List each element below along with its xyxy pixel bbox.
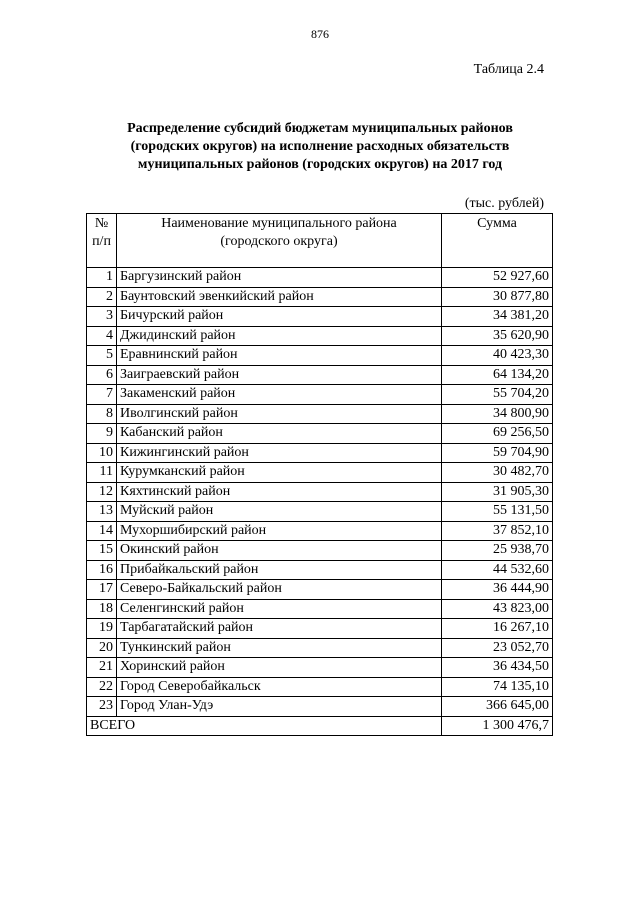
row-name: Прибайкальский район bbox=[117, 560, 442, 580]
row-sum: 366 645,00 bbox=[442, 697, 553, 717]
header-sum: Сумма bbox=[442, 214, 553, 268]
row-name: Окинский район bbox=[117, 541, 442, 561]
row-name: Хоринский район bbox=[117, 658, 442, 678]
row-sum: 30 482,70 bbox=[442, 463, 553, 483]
row-number: 15 bbox=[87, 541, 117, 561]
table-row bbox=[87, 287, 553, 307]
row-number: 2 bbox=[87, 287, 117, 307]
header-name-line2: (городского округа) bbox=[220, 234, 338, 249]
row-name: Северо-Байкальский район bbox=[117, 580, 442, 600]
row-name: Кижингинский район bbox=[117, 443, 442, 463]
table-label: Таблица 2.4 bbox=[473, 62, 544, 77]
row-number: 23 bbox=[87, 697, 117, 717]
table-row bbox=[87, 404, 553, 424]
row-name: Еравнинский район bbox=[117, 346, 442, 366]
row-name: Кабанский район bbox=[117, 424, 442, 444]
title-line: Распределение субсидий бюджетам муниципальных районов bbox=[127, 121, 513, 136]
table-row bbox=[87, 346, 553, 366]
table-row bbox=[87, 365, 553, 385]
row-sum: 36 444,90 bbox=[442, 580, 553, 600]
total-sum: 1 300 476,7 bbox=[442, 716, 553, 736]
row-number: 18 bbox=[87, 599, 117, 619]
units-label: (тыс. рублей) bbox=[464, 196, 544, 211]
table-row bbox=[87, 541, 553, 561]
row-name: Муйский район bbox=[117, 502, 442, 522]
header-name-line1: Наименование муниципального района bbox=[161, 216, 397, 231]
row-number: 17 bbox=[87, 580, 117, 600]
subsidy-table bbox=[86, 213, 553, 736]
row-number: 3 bbox=[87, 307, 117, 327]
row-number: 12 bbox=[87, 482, 117, 502]
table-row bbox=[87, 638, 553, 658]
row-name: Закаменский район bbox=[117, 385, 442, 405]
row-sum: 25 938,70 bbox=[442, 541, 553, 561]
row-sum: 35 620,90 bbox=[442, 326, 553, 346]
row-name: Тарбагатайский район bbox=[117, 619, 442, 639]
row-name: Город Северобайкальск bbox=[117, 677, 442, 697]
document-title bbox=[80, 120, 560, 174]
row-sum: 55 131,50 bbox=[442, 502, 553, 522]
table-body bbox=[87, 268, 553, 717]
row-number: 20 bbox=[87, 638, 117, 658]
table-row bbox=[87, 658, 553, 678]
table-row bbox=[87, 619, 553, 639]
row-number: 4 bbox=[87, 326, 117, 346]
row-sum: 55 704,20 bbox=[442, 385, 553, 405]
row-sum: 59 704,90 bbox=[442, 443, 553, 463]
row-name: Кяхтинский район bbox=[117, 482, 442, 502]
table-row bbox=[87, 677, 553, 697]
row-sum: 34 381,20 bbox=[442, 307, 553, 327]
table-row bbox=[87, 697, 553, 717]
header-number-line1: № bbox=[94, 216, 109, 231]
row-sum: 16 267,10 bbox=[442, 619, 553, 639]
row-number: 5 bbox=[87, 346, 117, 366]
row-sum: 34 800,90 bbox=[442, 404, 553, 424]
row-number: 19 bbox=[87, 619, 117, 639]
table-row bbox=[87, 502, 553, 522]
row-name: Бичурский район bbox=[117, 307, 442, 327]
row-number: 11 bbox=[87, 463, 117, 483]
row-number: 7 bbox=[87, 385, 117, 405]
row-number: 8 bbox=[87, 404, 117, 424]
table-row bbox=[87, 580, 553, 600]
table-row bbox=[87, 385, 553, 405]
row-number: 21 bbox=[87, 658, 117, 678]
row-name: Джидинский район bbox=[117, 326, 442, 346]
row-sum: 40 423,30 bbox=[442, 346, 553, 366]
row-number: 22 bbox=[87, 677, 117, 697]
table-row bbox=[87, 268, 553, 288]
row-sum: 52 927,60 bbox=[442, 268, 553, 288]
table-row bbox=[87, 463, 553, 483]
table-row bbox=[87, 560, 553, 580]
row-name: Мухоршибирский район bbox=[117, 521, 442, 541]
row-sum: 74 135,10 bbox=[442, 677, 553, 697]
total-label: ВСЕГО bbox=[87, 716, 442, 736]
table-row bbox=[87, 521, 553, 541]
table-row bbox=[87, 599, 553, 619]
row-number: 14 bbox=[87, 521, 117, 541]
row-name: Заиграевский район bbox=[117, 365, 442, 385]
row-sum: 69 256,50 bbox=[442, 424, 553, 444]
table-row bbox=[87, 443, 553, 463]
title-line: (городских округов) на исполнение расходных обязательств bbox=[130, 139, 510, 154]
table-row bbox=[87, 326, 553, 346]
title-line: муниципальных районов (городских округов) на 2017 год bbox=[137, 157, 503, 172]
row-name: Селенгинский район bbox=[117, 599, 442, 619]
header-number bbox=[87, 214, 117, 268]
header-number-line2: п/п bbox=[92, 234, 111, 249]
row-sum: 64 134,20 bbox=[442, 365, 553, 385]
row-sum: 44 532,60 bbox=[442, 560, 553, 580]
row-name: Баунтовский эвенкийский район bbox=[117, 287, 442, 307]
header-name bbox=[117, 214, 442, 268]
row-sum: 31 905,30 bbox=[442, 482, 553, 502]
row-number: 13 bbox=[87, 502, 117, 522]
table-row bbox=[87, 482, 553, 502]
row-number: 9 bbox=[87, 424, 117, 444]
row-number: 6 bbox=[87, 365, 117, 385]
table-header-row bbox=[87, 214, 553, 268]
total-row bbox=[87, 716, 553, 736]
row-sum: 30 877,80 bbox=[442, 287, 553, 307]
row-name: Баргузинский район bbox=[117, 268, 442, 288]
table-row bbox=[87, 424, 553, 444]
row-number: 1 bbox=[87, 268, 117, 288]
row-name: Город Улан-Удэ bbox=[117, 697, 442, 717]
row-sum: 36 434,50 bbox=[442, 658, 553, 678]
table-row bbox=[87, 307, 553, 327]
row-name: Иволгинский район bbox=[117, 404, 442, 424]
row-sum: 23 052,70 bbox=[442, 638, 553, 658]
row-sum: 37 852,10 bbox=[442, 521, 553, 541]
row-name: Курумканский район bbox=[117, 463, 442, 483]
row-number: 16 bbox=[87, 560, 117, 580]
row-number: 10 bbox=[87, 443, 117, 463]
row-sum: 43 823,00 bbox=[442, 599, 553, 619]
row-name: Тункинский район bbox=[117, 638, 442, 658]
page-number: 876 bbox=[311, 27, 329, 41]
